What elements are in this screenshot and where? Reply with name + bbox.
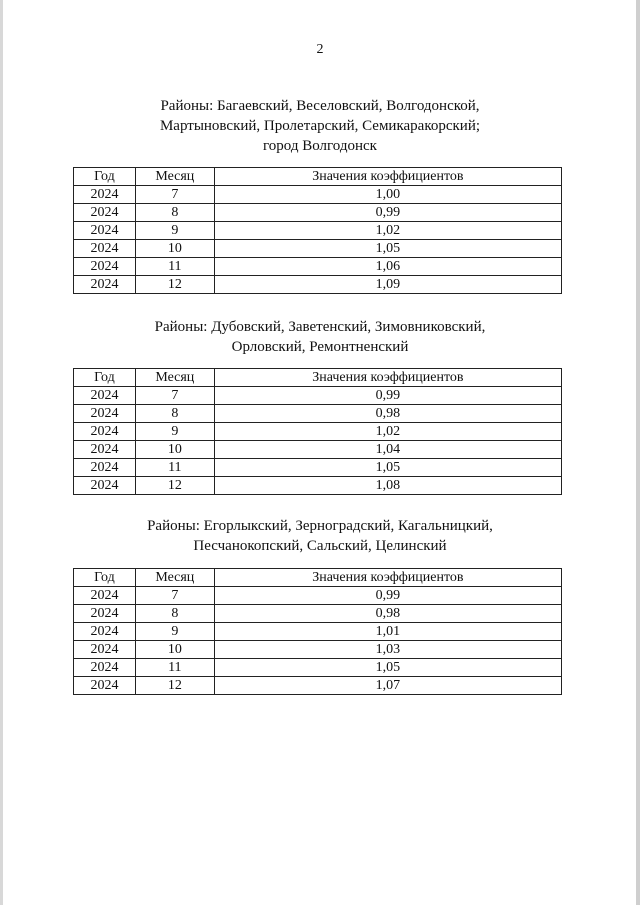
year-cell: 2024 [74,186,136,204]
section-1-title [60,96,580,156]
month-cell: 11 [135,659,214,677]
year-cell: 2024 [74,605,136,623]
table-row [74,222,562,240]
value-cell: 1,01 [214,623,561,641]
table-header-row [74,168,562,186]
section-1-table [73,167,562,294]
year-cell: 2024 [74,276,136,294]
value-cell: 1,04 [214,441,561,459]
table-row [74,587,562,605]
month-cell: 7 [135,186,214,204]
value-cell: 0,99 [214,204,561,222]
month-column-header: Месяц [135,168,214,186]
month-cell: 10 [135,441,214,459]
table-row [74,405,562,423]
section-3-title [60,516,580,556]
year-cell: 2024 [74,258,136,276]
section-2-title-line: Районы: Дубовский, Заветенский, Зимовниковский, [154,319,486,335]
table-row [74,605,562,623]
year-cell: 2024 [74,387,136,405]
month-cell: 10 [135,641,214,659]
value-cell: 1,05 [214,659,561,677]
year-cell: 2024 [74,641,136,659]
value-cell: 0,98 [214,605,561,623]
year-cell: 2024 [74,441,136,459]
scan-edge-left [0,0,3,905]
value-cell: 1,05 [214,459,561,477]
year-cell: 2024 [74,677,136,695]
table-header-row [74,369,562,387]
month-column-header: Месяц [135,369,214,387]
month-cell: 8 [135,605,214,623]
month-column-header: Месяц [135,569,214,587]
value-cell: 0,99 [214,587,561,605]
value-column-header: Значения коэффициентов [214,168,561,186]
year-column-header: Год [74,168,136,186]
year-column-header: Год [74,569,136,587]
year-cell: 2024 [74,459,136,477]
month-cell: 9 [135,623,214,641]
section-3-title-line: Песчанокопский, Сальский, Целинский [193,538,447,554]
table-row [74,641,562,659]
month-cell: 8 [135,204,214,222]
value-cell: 1,02 [214,423,561,441]
scan-edge-right [636,0,640,905]
table-row [74,459,562,477]
section-2-table [73,368,562,495]
value-cell: 1,02 [214,222,561,240]
section-1-title-line: Районы: Багаевский, Веселовский, Волгодонской, [160,98,480,114]
page-number: 2 [316,42,324,57]
year-cell: 2024 [74,423,136,441]
table-row [74,423,562,441]
month-cell: 10 [135,240,214,258]
year-cell: 2024 [74,222,136,240]
section-2-title-line: Орловский, Ремонтненский [231,339,409,355]
month-cell: 8 [135,405,214,423]
table-row [74,240,562,258]
table-row [74,623,562,641]
value-cell: 0,99 [214,387,561,405]
year-cell: 2024 [74,240,136,258]
table-row [74,659,562,677]
value-cell: 1,06 [214,258,561,276]
section-1-title-line: Мартыновский, Пролетарский, Семикаракорский; [159,118,481,134]
value-cell: 1,03 [214,641,561,659]
month-cell: 7 [135,387,214,405]
month-cell: 12 [135,677,214,695]
year-column-header: Год [74,369,136,387]
year-cell: 2024 [74,623,136,641]
value-cell: 1,05 [214,240,561,258]
table-row [74,204,562,222]
value-cell: 1,07 [214,677,561,695]
month-cell: 7 [135,587,214,605]
year-cell: 2024 [74,204,136,222]
section-1-title-line: город Волгодонск [263,138,377,154]
value-column-header: Значения коэффициентов [214,569,561,587]
table-row [74,441,562,459]
month-cell: 12 [135,276,214,294]
year-cell: 2024 [74,405,136,423]
value-cell: 1,09 [214,276,561,294]
table-header-row [74,569,562,587]
section-2-title [60,317,580,357]
table-row [74,387,562,405]
month-cell: 11 [135,459,214,477]
section-3-table [73,568,562,695]
table-row [74,276,562,294]
table-row [74,186,562,204]
table-row [74,677,562,695]
value-cell: 1,00 [214,186,561,204]
month-cell: 11 [135,258,214,276]
value-column-header: Значения коэффициентов [214,369,561,387]
year-cell: 2024 [74,587,136,605]
month-cell: 12 [135,477,214,495]
year-cell: 2024 [74,659,136,677]
value-cell: 0,98 [214,405,561,423]
section-3-title-line: Районы: Егорлыкский, Зерноградский, Кагальницкий, [147,518,493,534]
month-cell: 9 [135,423,214,441]
value-cell: 1,08 [214,477,561,495]
table-row [74,477,562,495]
month-cell: 9 [135,222,214,240]
year-cell: 2024 [74,477,136,495]
table-row [74,258,562,276]
